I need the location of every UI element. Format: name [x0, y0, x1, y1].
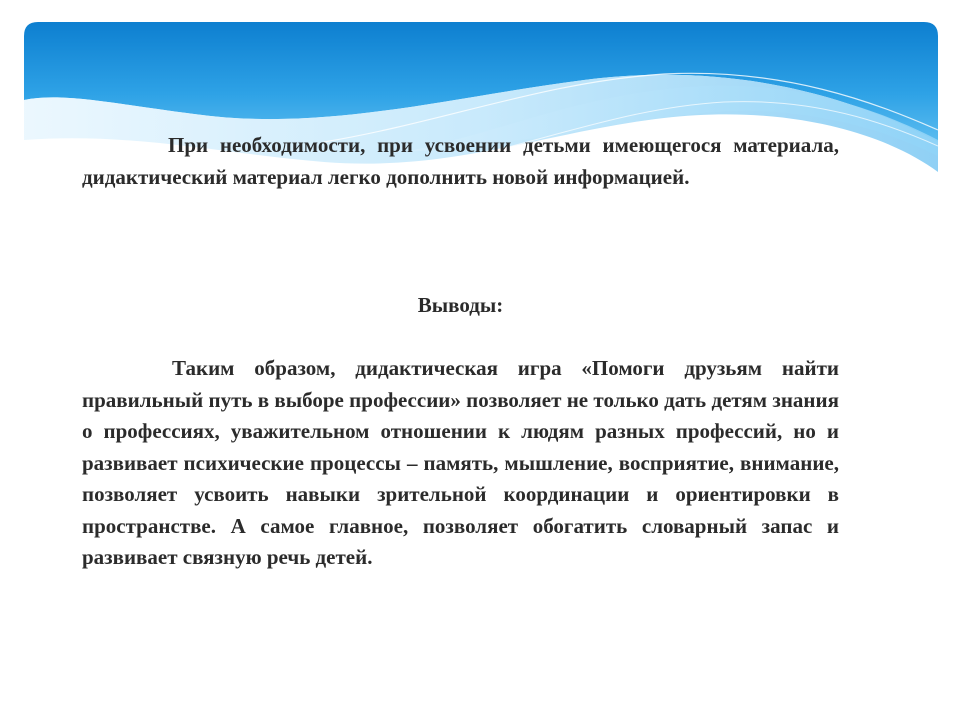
paragraph-conclusion: Таким образом, дидактическая игра «Помоги друзьям найти правильный путь в выборе профессии» позволяет не только дать детям знания о профессиях, уважительном отношении к людям разных профессий, но и развивает психические процессы – память, мышление, восприятие, внимание, позволяет усвоить навыки зрительной координации и ориентировки в пространстве. А самое главное, позволяет обогатить словарный запас и развивает связную речь детей. [82, 356, 839, 569]
conclusions-heading: Выводы: [417, 293, 504, 317]
paragraph-intro: При необходимости, при усвоении детьми имеющегося материала, дидактический материал легко дополнить новой информацией. [82, 133, 839, 189]
